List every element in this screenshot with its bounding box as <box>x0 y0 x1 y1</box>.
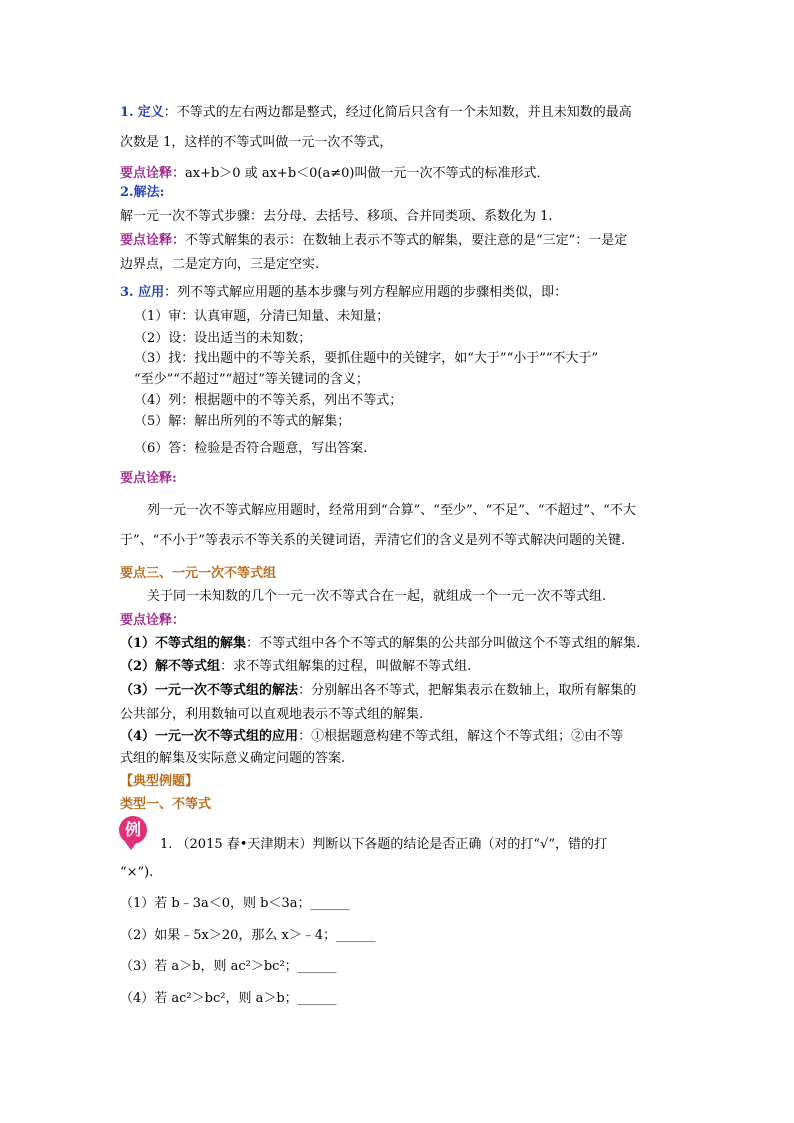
question-line-2: “×”). <box>120 865 154 880</box>
section-3-item-2 <box>120 658 471 676</box>
definition-line-2: 次数是 1，这样的不等式叫做一元一次不等式， <box>120 135 393 150</box>
definition-label: 定义 <box>137 105 164 120</box>
item-3-num: （3） <box>120 683 156 698</box>
section-3-item-1 <box>120 635 640 653</box>
step-4: （4）列：根据题中的不等关系，列出不等式； <box>134 393 403 408</box>
item-2-text: ：求不等式组解集的过程，叫做解不等式组. <box>220 659 472 674</box>
section-3-title: 要点三、一元一次不等式组 <box>120 566 277 581</box>
note-3-line-2: 于”、“不小于”等表示不等关系的关键词语，弄清它们的含义是列不等式解决问题的关键. <box>120 533 626 548</box>
note-1 <box>120 165 549 183</box>
step-6: （6）答：检验是否符合题意，写出答案. <box>134 441 368 456</box>
note-3-line-1: 列一元一次不等式解应用题时，经常用到“合算”、“至少”、“不足”、“不超过”、“不大 <box>147 503 636 518</box>
section-3-item-3 <box>120 682 636 700</box>
sub-question-3: （3）若 a＞b，则 ac²＞bc²；______ <box>120 959 337 974</box>
question-line-1: 1. （2015 春•天津期末）判断以下各题的结论是否正确（对的打“√”，错的打 <box>160 837 607 852</box>
definition-number: 1. <box>120 105 134 120</box>
step-3: （3）找：找出题中的不等关系，要抓住题中的关键字，如“大于”“小于”“不大于” <box>134 351 599 366</box>
item-3-text: ：分别解出各不等式，把解集表示在数轴上，取所有解集的 <box>298 683 637 698</box>
step-2: （2）设：设出适当的未知数； <box>134 331 312 346</box>
item-4-num: （4） <box>120 729 156 744</box>
item-1-term: 不等式组的解集 <box>155 636 247 651</box>
application-line <box>120 284 567 302</box>
type-1-title: 类型一、不等式 <box>120 797 212 812</box>
item-3-term: 一元一次不等式组的解法 <box>155 683 299 698</box>
step-1: （1）审：认真审题，分清已知量、未知量； <box>134 309 390 324</box>
note-2-line-2: 边界点，二是定方向，三是定空实. <box>120 257 320 272</box>
item-4-text: ：①根据题意构建不等式组，解这个不等式组；②由不等 <box>298 729 624 744</box>
application-text: ：列不等式解应用题的基本步骤与列方程解应用题的步骤相类似，即： <box>164 285 568 300</box>
note-1-text: ax+b＞0 或 ax+b＜0(a≠0)叫做一元一次不等式的标准形式． <box>185 166 550 181</box>
item-1-num: （1） <box>120 636 156 651</box>
note-2-label: 要点诠释： <box>120 233 186 248</box>
section-3-item-4-cont: 式组的解集及实际意义确定问题的答案. <box>120 751 346 766</box>
example-badge-icon: 例 <box>119 816 147 844</box>
item-1-text: ：不等式组中各个不等式的解集的公共部分叫做这个不等式组的解集. <box>246 636 641 651</box>
note-3-label: 要点诠释: <box>120 471 177 486</box>
section-3-note-label: 要点诠释： <box>120 613 186 628</box>
note-1-label: 要点诠释： <box>120 166 186 181</box>
section-3-intro: 关于同一未知数的几个一元一次不等式合在一起，就组成一个一元一次不等式组. <box>147 589 607 604</box>
definition-text-a: ：不等式的左右两边都是整式，经过化简后只含有一个未知数，并且未知数的最高 <box>163 105 632 120</box>
application-label: 3. 应用 <box>120 285 165 300</box>
step-5: （5）解：解出所列的不等式的解集； <box>134 414 351 429</box>
sub-question-4: （4）若 ac²＞bc²，则 a＞b；______ <box>120 991 337 1006</box>
note-2-line-1 <box>120 232 627 250</box>
step-3-cont: “至少”“不超过”“超过”等关键词的含义； <box>134 372 369 387</box>
section-3-item-4 <box>120 728 623 746</box>
sub-question-2: （2）如果﹣5x＞20，那么 x＞﹣4；______ <box>120 928 376 943</box>
item-2-num: （2） <box>120 659 156 674</box>
sub-question-1: （1）若 b﹣3a＜0，则 b＜3a；______ <box>120 896 350 911</box>
examples-heading: 【典型例题】 <box>120 774 199 789</box>
method-text: 解一元一次不等式步骤：去分母、去括号、移项、合并同类项、系数化为 1. <box>120 209 553 224</box>
item-2-term: 解不等式组 <box>155 659 221 674</box>
definition-line-1 <box>120 104 632 122</box>
method-heading: 2.解法: <box>120 185 165 200</box>
item-4-term: 一元一次不等式组的应用 <box>155 729 299 744</box>
section-3-item-3-cont: 公共部分，利用数轴可以直观地表示不等式组的解集. <box>120 707 424 722</box>
note-2-text-a: 不等式解集的表示：在数轴上表示不等式的解集，要注意的是“三定”：一是定 <box>185 233 628 248</box>
